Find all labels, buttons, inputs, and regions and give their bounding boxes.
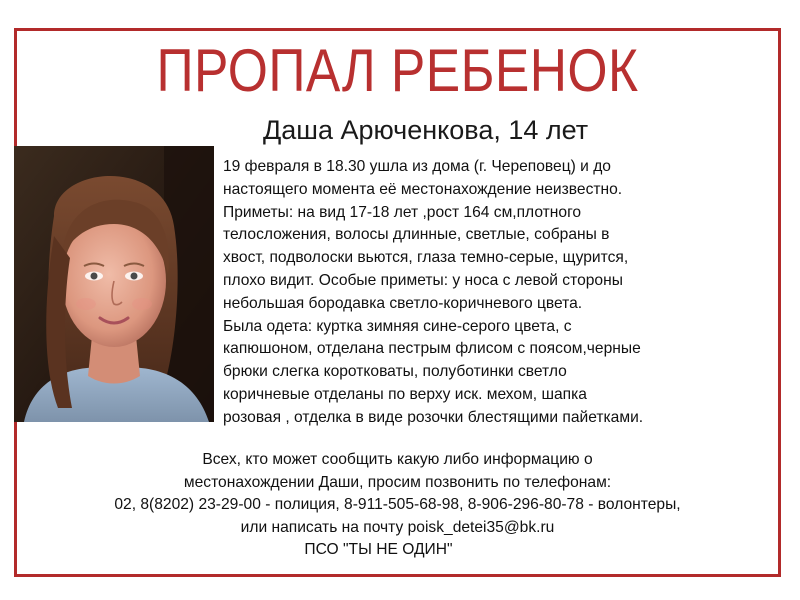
description-line: капюшоном, отделана пестрым флисом с поясом,черные	[223, 340, 641, 358]
description-line: розовая , отделка в виде розочки блестящими пайетками.	[223, 408, 644, 426]
description-line: Приметы: на вид 17-18 лет ,рост 164 см,плотного	[223, 203, 582, 221]
missing-girl-photo	[14, 146, 214, 422]
description-text	[223, 156, 775, 430]
description-line: брюки слегка коротковаты, полуботинки светло	[223, 363, 567, 381]
organization-name: ПСО "ТЫ НЕ ОДИН"	[304, 541, 453, 558]
contact-line: Всех, кто может сообщить какую либо информацию о	[202, 451, 593, 468]
description-line: 19 февраля в 18.30 ушла из дома (г. Череповец) и до	[223, 158, 611, 175]
contact-line: местонахождении Даши, просим позвонить по телефонам:	[183, 473, 612, 491]
description-line: хвост, подволоски вьются, глаза темно-серые, щурится,	[223, 249, 629, 267]
description-line: настоящего момента её местонахождение неизвестно.	[223, 180, 623, 198]
description-line: плохо видит. Особые приметы: у носа с левой стороны	[223, 271, 623, 289]
description-line: небольшая бородавка светло-коричневого цвета.	[223, 294, 583, 312]
missing-person-poster	[14, 28, 781, 577]
poster-headline: ПРОПАЛ РЕБЕНОК	[156, 37, 639, 104]
description-line: телосложения, волосы длинные, светлые, собраны в	[223, 226, 610, 244]
contact-email: или написать на почту poisk_detei35@bk.ru	[240, 518, 555, 536]
contact-info	[17, 449, 778, 562]
contact-phones: 02, 8(8202) 23-29-00 - полиция, 8-911-505-68-98, 8-906-296-80-78 - волонтеры,	[114, 496, 681, 513]
missing-person-name-age: Даша Арюченкова, 14 лет	[263, 115, 589, 145]
portrait-illustration	[14, 146, 214, 422]
description-line: коричневые отделаны по верху иск. мехом, шапка	[223, 385, 587, 403]
description-line: Была одета: куртка зимняя сине-серого цвета, с	[223, 317, 572, 335]
